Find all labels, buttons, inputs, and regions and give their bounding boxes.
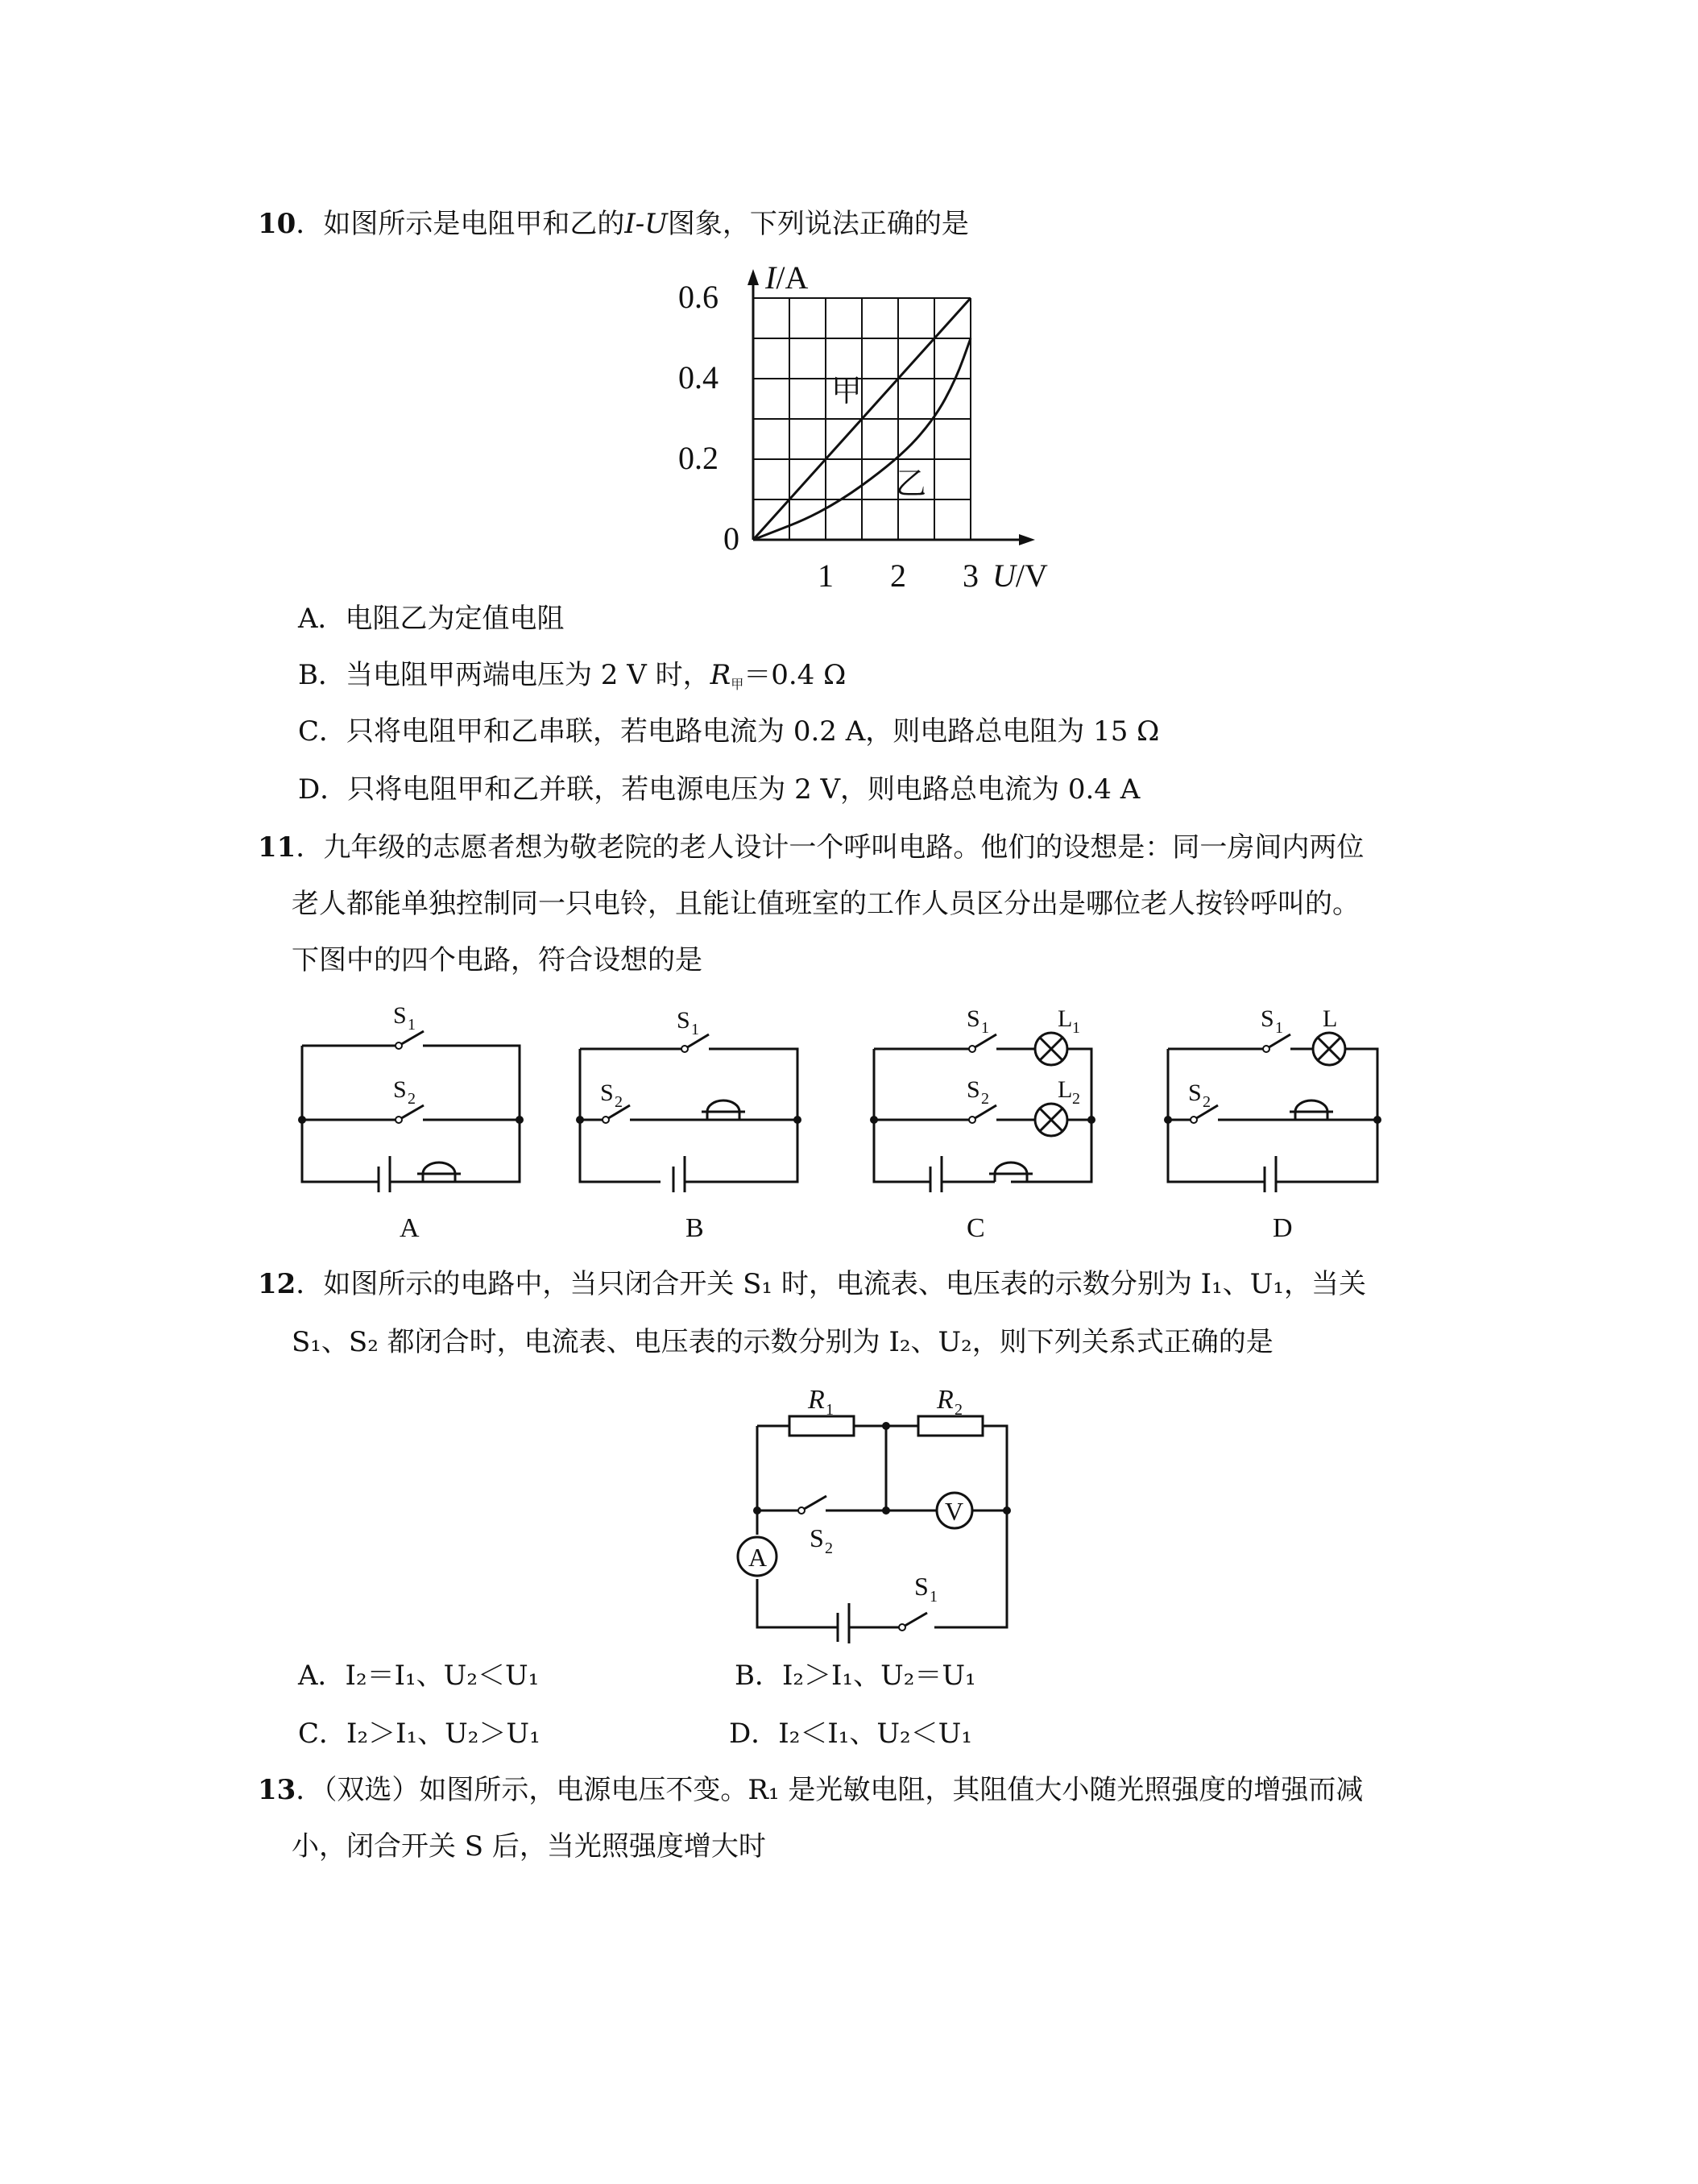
svg-text:1: 1 [1275, 1019, 1283, 1037]
q12-option-b[interactable]: B．I₂＞I₁、U₂＝U₁ [735, 1660, 976, 1692]
svg-text:1: 1 [408, 1016, 416, 1034]
x-tick-label: 2 [890, 557, 906, 594]
y-tick-labels [678, 279, 719, 476]
question-number: 11 [258, 831, 296, 864]
svg-text:1: 1 [691, 1021, 699, 1038]
circuit-label-a: A [400, 1213, 420, 1243]
q10-option-b[interactable]: B．当电阻甲两端电压为 2 V 时，$R_甲=0.4$ Ω [298, 659, 847, 692]
voltmeter-icon [937, 1493, 972, 1528]
bell-icon [989, 1162, 1033, 1182]
svg-text:S: S [914, 1572, 929, 1601]
q10-option-d[interactable]: D．只将电阻甲和乙并联，若电源电压为 2 V，则电路总电流为 0.4 A [298, 773, 1141, 806]
svg-text:S: S [393, 1076, 407, 1103]
resistor-r2 [918, 1416, 983, 1436]
x-tick-label: 3 [963, 557, 979, 594]
svg-text:2: 2 [981, 1090, 989, 1108]
svg-text:A: A [748, 1543, 768, 1572]
svg-text:L: L [1058, 1076, 1073, 1103]
q10-stem: 10．如图所示是电阻甲和乙的I-U图象，下列说法正确的是 [258, 208, 969, 240]
q13-stem-line1: 13．（双选）如图所示，电源电压不变。R₁ 是光敏电阻，其阻值大小随光照强度的增强而减 [258, 1774, 1364, 1806]
x-axis-label: U/V [992, 557, 1048, 594]
q11-stem-line1: 11．九年级的志愿者想为敬老院的老人设计一个呼叫电路。他们的设想是：同一房间内两位 [258, 831, 1365, 864]
q12-option-d[interactable]: D．I₂＜I₁、U₂＜U₁ [729, 1718, 972, 1750]
svg-text:2: 2 [825, 1540, 833, 1557]
svg-text:1: 1 [930, 1588, 938, 1606]
lamp-icon [1035, 1033, 1067, 1065]
svg-text:S: S [1261, 1005, 1274, 1032]
q10-option-c[interactable]: C．只将电阻甲和乙串联，若电路电流为 0.2 A，则电路总电阻为 15 Ω [298, 715, 1160, 748]
svg-text:1: 1 [1072, 1019, 1080, 1037]
question-number: 12 [258, 1268, 296, 1300]
y-tick-label: 0.2 [678, 440, 719, 476]
y-tick-label: 0.4 [678, 359, 719, 396]
q13-stem-line2: 小，闭合开关 S 后，当光照强度增大时 [292, 1830, 766, 1863]
svg-text:S: S [393, 1002, 407, 1029]
x-tick-label: 1 [818, 557, 834, 594]
svg-text:L: L [1058, 1005, 1073, 1032]
circuit-a [282, 999, 540, 1192]
svg-text:R: R [937, 1385, 954, 1415]
y-axis-arrow [748, 269, 759, 285]
x-tick-labels [818, 557, 979, 594]
bell-icon [702, 1100, 745, 1120]
question-number: 13 [258, 1774, 296, 1806]
series-label-jia: 甲 [831, 375, 863, 408]
q12-stem-line1: 12．如图所示的电路中，当只闭合开关 S₁ 时，电流表、电压表的示数分别为 I₁、U₁，当关 [258, 1268, 1367, 1300]
q12-option-c[interactable]: C．I₂＞I₁、U₂＞U₁ [298, 1718, 540, 1750]
q12-option-a[interactable]: A．I₂＝I₁、U₂＜U₁ [298, 1660, 540, 1692]
x-axis-arrow [1019, 534, 1035, 545]
circuit-d [1144, 999, 1402, 1192]
origin-label: 0 [723, 520, 739, 557]
y-axis-label: I/A [765, 259, 809, 296]
bell-icon [417, 1162, 461, 1182]
svg-text:1: 1 [826, 1401, 834, 1419]
svg-text:S: S [967, 1076, 980, 1103]
svg-text:S: S [810, 1523, 824, 1552]
q11-stem-line2: 老人都能单独控制同一只电铃，且能让值班室的工作人员区分出是哪位老人按铃呼叫的。 [292, 888, 1360, 920]
bell-icon [1290, 1100, 1333, 1120]
svg-text:2: 2 [615, 1093, 623, 1111]
svg-text:V: V [945, 1497, 964, 1526]
iu-chart [677, 258, 1095, 596]
y-tick-label: 0.6 [678, 279, 719, 315]
svg-text:2: 2 [955, 1401, 963, 1419]
q11-stem-line3: 下图中的四个电路，符合设想的是 [292, 944, 702, 976]
svg-text:S: S [967, 1005, 980, 1032]
svg-text:S: S [600, 1080, 614, 1106]
svg-text:S: S [677, 1007, 690, 1034]
lamp-icon [1035, 1104, 1067, 1136]
circuit-label-b: B [685, 1213, 704, 1243]
circuit-label-d: D [1273, 1213, 1293, 1243]
svg-text:2: 2 [1203, 1093, 1211, 1111]
svg-text:S: S [1188, 1080, 1202, 1106]
series-label-yi: 乙 [896, 467, 927, 501]
lamp-icon [1313, 1033, 1345, 1065]
resistor-r1 [789, 1416, 854, 1436]
q12-circuit [725, 1378, 1031, 1643]
svg-text:L: L [1323, 1005, 1338, 1032]
svg-text:2: 2 [1072, 1090, 1080, 1108]
q10-option-a[interactable]: A．电阻乙为定值电阻 [298, 603, 565, 635]
circuit-label-c: C [967, 1213, 985, 1243]
svg-text:1: 1 [981, 1019, 989, 1037]
circuit-c [850, 999, 1108, 1192]
svg-text:2: 2 [408, 1090, 416, 1108]
q12-stem-line2: S₁、S₂ 都闭合时，电流表、电压表的示数分别为 I₂、U₂，则下列关系式正确的是 [292, 1326, 1274, 1358]
svg-text:R: R [808, 1385, 825, 1415]
ammeter-icon [738, 1537, 777, 1576]
question-number: 10 [258, 208, 296, 240]
circuit-b [564, 999, 822, 1192]
